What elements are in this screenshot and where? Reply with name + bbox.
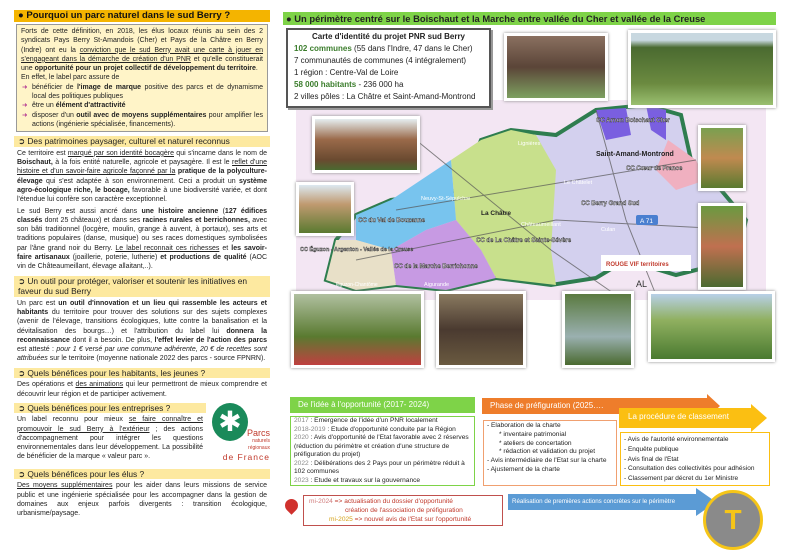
section-header-why-park: ● Pourquoi un parc naturel dans le sud Berry ? (14, 10, 270, 22)
town-lignieres: Lignières (518, 141, 541, 147)
section-header-inhabitants: ➲ Quels bénéfices pour les habitants, les jeunes ? (14, 368, 270, 379)
list-item: - Classement par décret du 1er Ministre (624, 475, 739, 483)
intro-text: En effet, le label parc assure de (21, 74, 120, 82)
heading-text: Pourquoi un parc naturel dans le sud Berry ? (26, 10, 231, 21)
a71-label: A 71 (640, 218, 654, 225)
list-item: ➜ être un élément d'attractivité (21, 101, 263, 110)
classement-list (620, 432, 770, 486)
timeline-row: 2020 : Avis d'opportunité de l'Etat favorable avec 2 réserves (réduction du périmètre et création d'une structure de préfiguration du projet) (294, 434, 469, 458)
town-neuvy: Neuvy-St-Sépulchre (421, 196, 471, 202)
photo-donkeys (504, 33, 608, 101)
map-al-label: AL (636, 279, 648, 289)
timeline-row: 2023 : Etude et travaux sur la gouvernance (294, 476, 421, 484)
town-eguzon: Éguzon-Chantôme (336, 282, 378, 288)
photo-hoopoe (698, 125, 746, 191)
prefiguration-title: Phase de préfiguration (2025…. (490, 401, 604, 410)
elected-text: Des moyens supplémentaires pour les aider dans leurs missions de service public et une ingénierie spécialisée pour les accompagner dans la gestion de domaines aux enjeux parfois divergents : transition écologique, urbanisme/paysage. (17, 482, 267, 518)
pnr-france-logo: ✱ Parcs naturels régionaux de France (210, 403, 270, 465)
map-label-arnon: CC Arnon Boischaut Cher (596, 118, 670, 124)
map-label-la-chatre: CC de La Châtre et Sainte-Sévère (476, 238, 572, 244)
idea-header: De l'idée à l'opportunité (2017- 2024) (290, 397, 475, 413)
star-icon: ✱ (212, 403, 248, 441)
list-item: - Avis final de l'Etat (624, 455, 679, 463)
section-header-heritage: ➲ Des patrimoines paysager, culturel et naturel reconnus (14, 136, 270, 147)
photo-village (291, 291, 424, 368)
section-header-perimeter: ● Un périmètre centré sur le Boischaut et la Marche entre vallée du Cher et vallée de la Creuse (283, 12, 776, 25)
map-label-marche: CC de la Marche Berrichonne (394, 264, 478, 270)
photo-child (698, 203, 746, 290)
benefits-list (21, 83, 263, 129)
section-tool (14, 276, 270, 364)
timeline-row: 2017 : Emergence de l'idée d'un PNR localement (294, 417, 438, 424)
section-heritage (14, 136, 270, 271)
why-park-box: Forts de cette définition, en 2018, les élus locaux réunis au sein des 2 syndicats Pays Berry St-Amandois (Cher) et Pays de la Châtre en Berry (Indre) ont eu la conviction que le sud Berry avait une carte à jouer en s'engageant dans la démarche de création d'un PNR et qu'elle constituerait une opportunité pour un projet collectif de développement du territoire. En effet, le label parc assure de ➜ bénéficier de l'image de marque positive des parcs et de dynamisme local des politiques publiques ➜ être un élément d'attractivité ➜ disposer d'un outil avec de moyens supplémentaires pour amplifier les actions (ingénierie spécialisée, financements). (16, 24, 268, 132)
photo-gathering (436, 291, 526, 368)
identity-card: Carte d'identité du projet PNR sud Berry 102 communes (55 dans l'Indre, 47 dans le Cher) 7 communautés de communes (4 intégralement) 1 région : Centre-Val de Loire 58 000 habitants - 236 000 ha 2 villes pôles : La Châtre et Saint-Amand-Montrond (286, 28, 491, 108)
heritage-text: Ce territoire est marqué par son identité bocagère qui s'incarne dans le nom de Boischaut, à la fois entité naturelle, agricole et paysagère. Il est le reflet d'une histoire et d'un savoir-faire agricole façonné par la pratique de la polyculture-élevage qui s'est adaptée à son environnement. Ceci a produit un système agro-écologique riche, le bocage, favorable à une biodiversité variée, et dont l'étendue lui confère son caractère exceptionnel. Le sud Berry est aussi ancré dans une histoire ancienne (127 édifices classés dont 25 châteaux) et dans ses racines rurales et berrichonnes, avec son bâti traditionnel (locgère, moulin, grange à auvent, à portaux), ses arts et traditions populaires (danse, musique) ou ses races domestiques symbolisées par l'âne grand noir du Berry. Le label reconnait ces richesses et les savoir-faire artisanaux (joaillerie, poterie, lutherie) et productions de qualité (AOC vin de Châteaumeillant, élevage allaitant,..). (17, 149, 268, 271)
classement-title: La procédure de classement (628, 412, 729, 421)
timeline-row: 2022 : Délibérations des 2 Pays pour un périmètre réduit à 102 communes (294, 459, 465, 475)
photo-castle (296, 182, 354, 236)
town-la-chatre: La Châtre (481, 210, 511, 217)
list-item: - Ajustement de la charte (487, 465, 560, 473)
section-header-elected: ➲ Quels bénéfices pour les élus ? (14, 469, 270, 480)
card-title: Carte d'identité du projet PNR sud Berry (311, 32, 466, 41)
list-item: - Avis intermédiaire de l'Etat sur la charte (487, 457, 607, 465)
section-header-tool: ➲ Un outil pour protéger, valoriser et soutenir les initiatives en faveur du sud Berry (14, 276, 270, 297)
list-item: * inventaire patrimonial (499, 430, 567, 438)
section-inhabitants (14, 368, 270, 399)
idea-list (290, 416, 475, 486)
photo-landscape (628, 30, 776, 108)
section-why-park (14, 10, 270, 132)
map-label-eguzon: CC Éguzon - Argenton - Vallée de la Creuse (300, 247, 414, 253)
list-item: - Elaboration de la charte (487, 422, 561, 429)
map-label-berry-grand-sud: CC Berry Grand Sud (581, 201, 640, 207)
town-saint-amand: Saint-Amand-Montrond (596, 151, 674, 158)
scan-text-icon: T (724, 504, 742, 535)
left-column (14, 10, 270, 522)
inhabitants-text: Des opérations et des animations qui leur permettront de mieux comprendre et découvrir leur région et de participer activement. (17, 381, 267, 398)
credit-text: ROUGE VIF territoires (606, 262, 669, 268)
list-item: ➜ bénéficier de l'image de marque positive des parcs et de dynamisme local des politiques publiques (21, 83, 263, 102)
town-culan: Culan (601, 227, 616, 233)
text-recognition-button[interactable] (703, 490, 763, 550)
list-item: - Enquête publique (624, 445, 679, 453)
list-item: * rédaction et validation du projet (499, 448, 596, 456)
tool-text: Un parc est un outil d'innovation et un lieu qui rassemble les acteurs et habitants du territoire pour trouver des solutions sur des sujets complexes (avenir de l'élevage, transitions écologiques, lutte contre la banalisation et la dévitalisation des bourgs…) et l'attribution du label lui donnera la reconnaissance dont il a besoin. De plus, l'effet levier de l'action des parcs est attesté : pour 1 € versé par une commune adhérente, 20 € de recettes sont attribuées sur le territoire (moyenne nationale 2022 des parcs - source FPNRN). (17, 299, 267, 363)
photo-river (562, 291, 634, 368)
timeline-row: 2018-2019 : Etude d'opportunité conduite par la Région (294, 425, 456, 433)
next-steps-box: mi-2024 => actualisation du dossier d'opportunité création de l'association de préfiguration mi-2025 => nouvel avis de l'Etat sur l'opportunité (303, 495, 503, 526)
section-companies (14, 403, 270, 465)
actions-text: Réalisation de premières actions concrètes sur le périmètre (512, 498, 676, 505)
town-le-chatelet: Le Châtelet (564, 180, 593, 186)
list-item: - Avis de l'autorité environnementale (624, 436, 729, 443)
photo-barn (312, 116, 420, 173)
map-label-bouzanne: CC du Val de Bouzanne (358, 218, 426, 224)
list-item: * ateliers de concertation (499, 439, 572, 447)
map-label-coeur: CC Cœur de France (626, 166, 683, 172)
section-elected (14, 469, 270, 519)
location-pin-icon (282, 496, 300, 514)
list-item: - Consultation des collectivités pour adhésion (624, 465, 755, 473)
town-chateaumeillant: Châteaumeillant (521, 222, 561, 228)
companies-text: Un label reconnu pour mieux se faire connaître et promouvoir le sud Berry à l'extérieur ; des actions d'accompagnement pour intégrer les questions environnementales dans leur développement. La possibilité de bénéficier de la marque « valeur parc ». (17, 416, 204, 461)
photo-sheep (648, 291, 775, 362)
list-item: ➜ disposer d'un outil avec de moyens supplémentaires pour amplifier les actions (ingénierie spécialisée, financements). (21, 111, 263, 130)
town-aigurande: Aigurande (424, 282, 450, 288)
section-header-companies: ➲ Quels bénéfices pour les entreprises ? (14, 403, 206, 414)
prefiguration-list (483, 420, 617, 486)
